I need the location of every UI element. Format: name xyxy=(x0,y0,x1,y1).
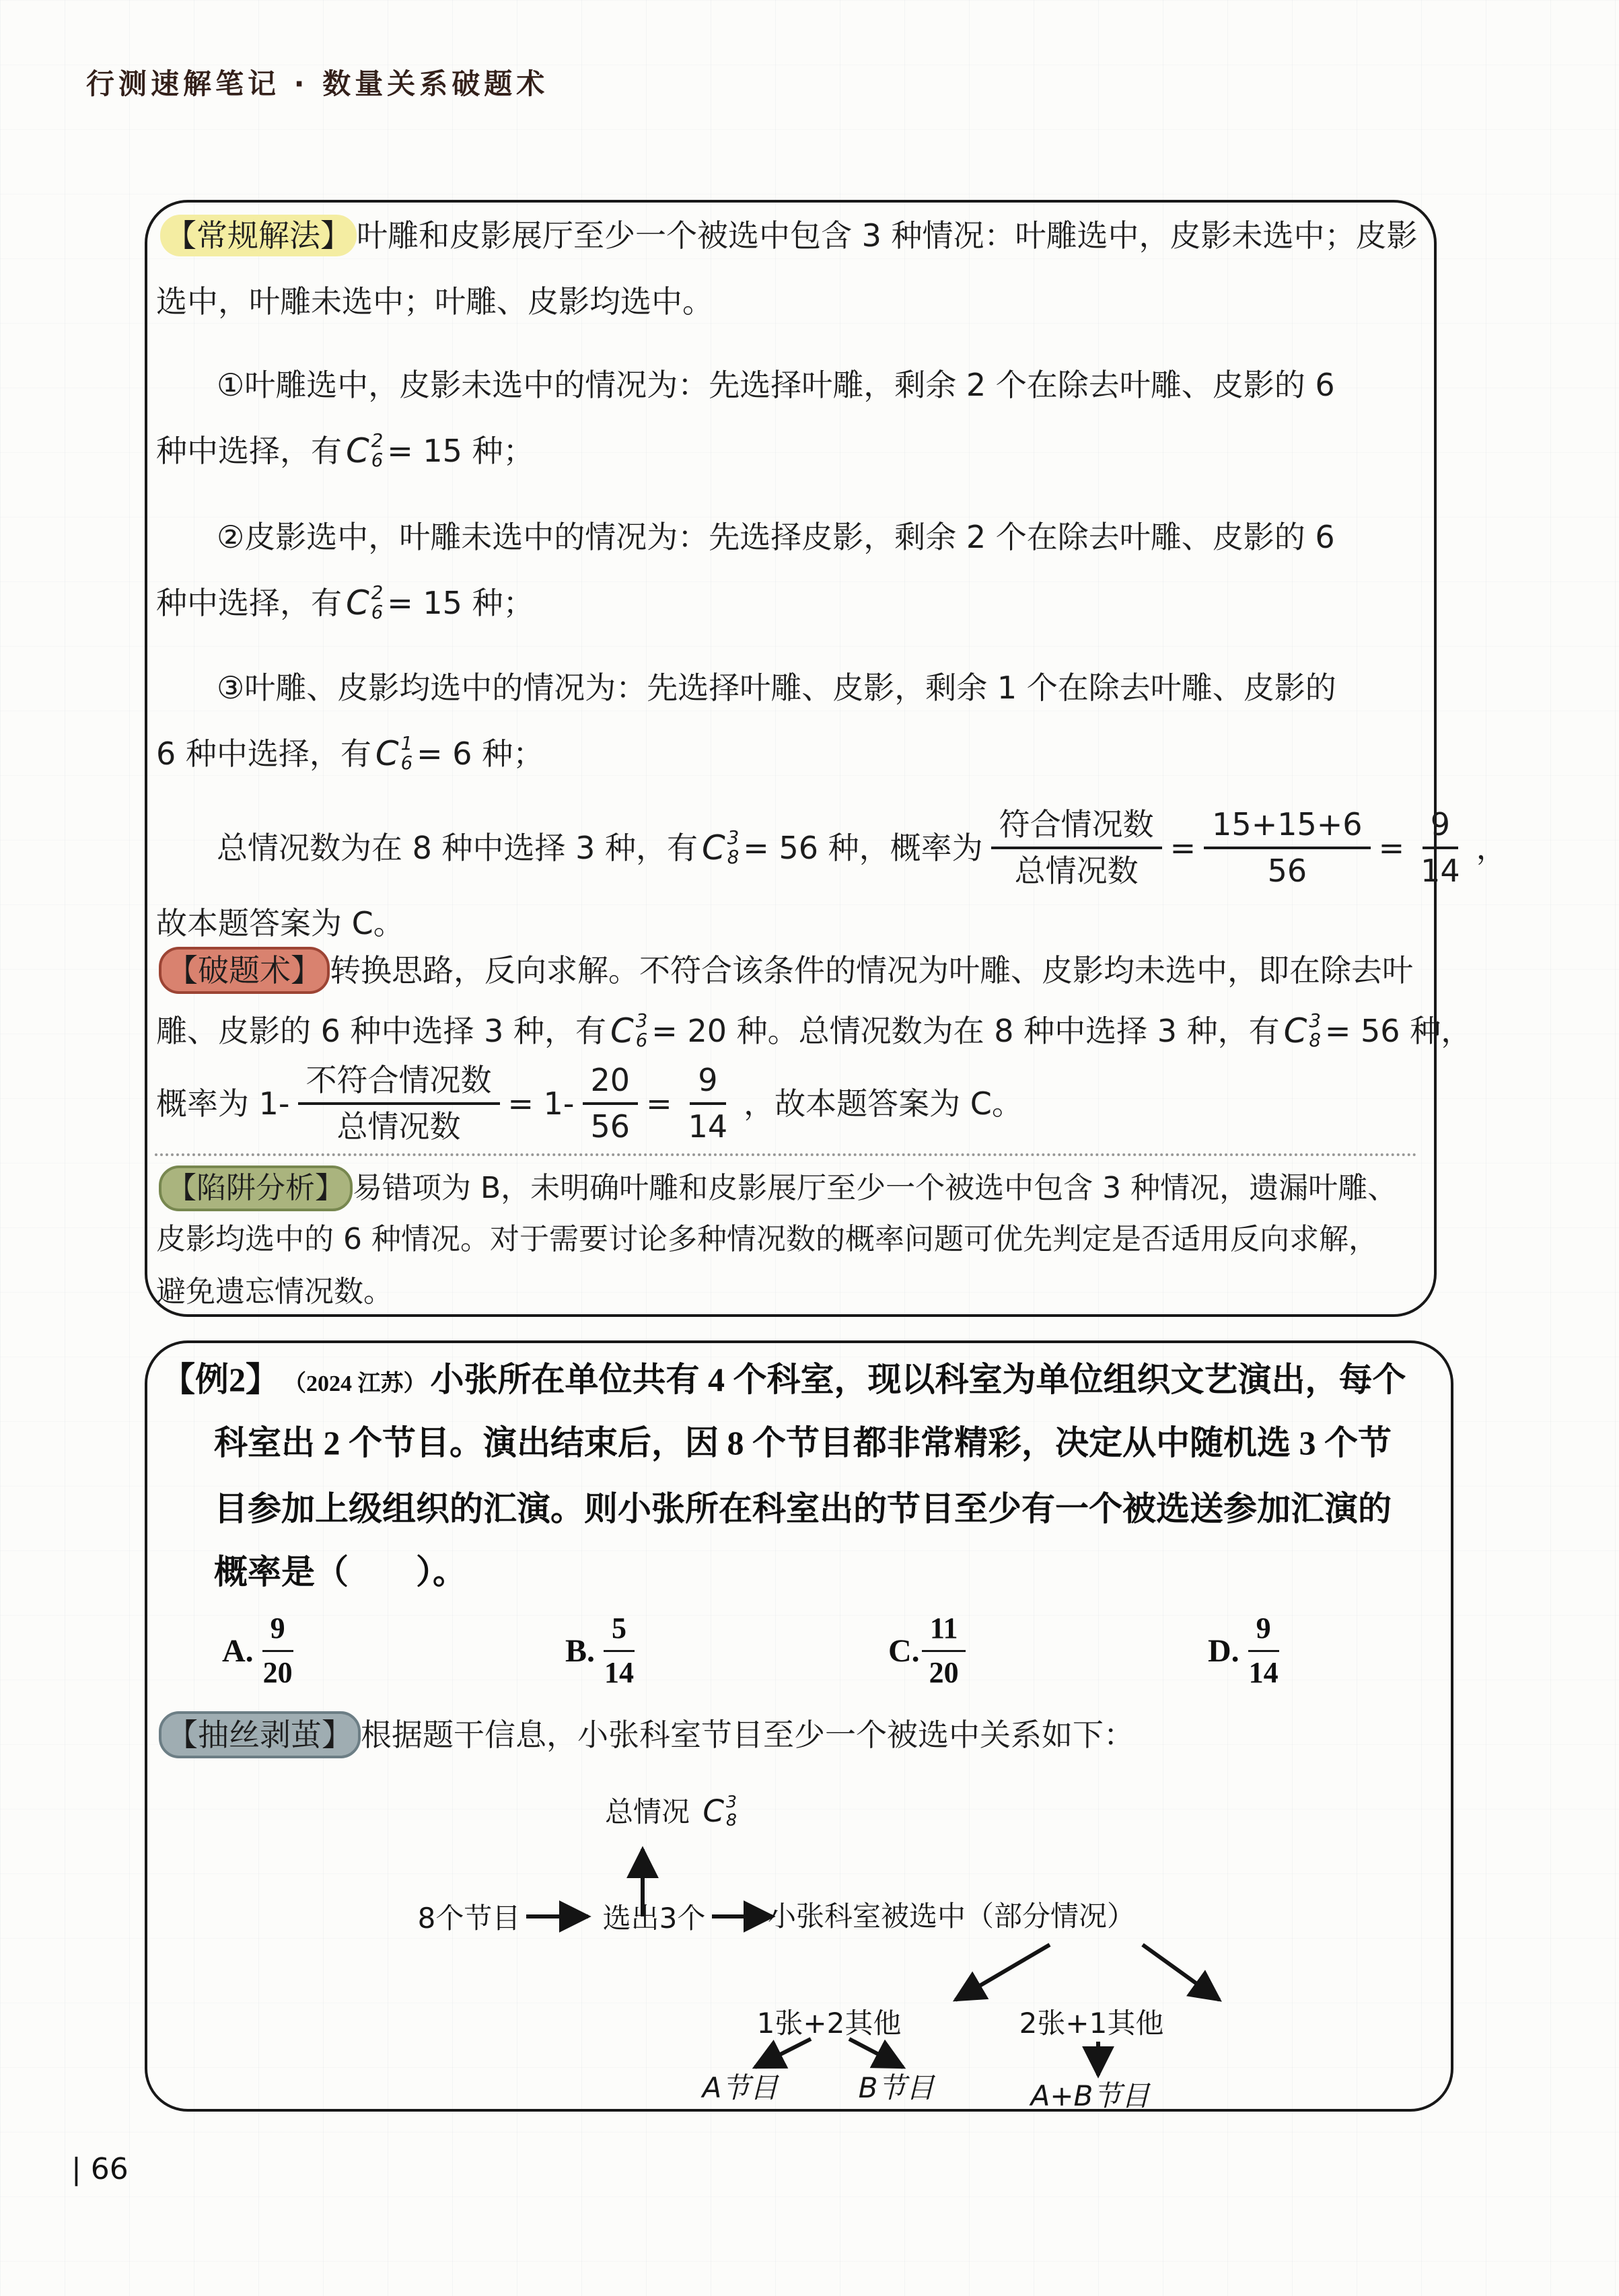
crack-method-line-1 xyxy=(159,937,1413,1004)
diagram-node-program-ab: A+B节目 xyxy=(1030,2079,1150,2112)
solution-text: ①叶雕选中，皮影未选中的情况为：先选择叶雕，剩余 2 个在除去叶雕、皮影的 6 xyxy=(217,367,1335,403)
combination-C6-2: C 2 6 xyxy=(346,429,384,471)
option-c xyxy=(888,1612,975,1690)
trap-analysis-line-3 xyxy=(156,1262,393,1322)
example-line-4 xyxy=(214,1538,466,1606)
option-c-label: C. xyxy=(888,1633,920,1669)
solution-text: 雕、皮影的 6 种中选择 3 种，有 xyxy=(156,1013,607,1049)
diagram-node-select-3: 选出3个 xyxy=(602,1902,706,1935)
example-line-1 xyxy=(161,1346,1406,1413)
analyze-label: 【抽丝剥茧】 xyxy=(159,1711,361,1758)
solution-text: 避免遗忘情况数。 xyxy=(156,1275,393,1309)
solution-text: = 56 种， xyxy=(1324,1013,1472,1049)
example-text: 科室出 2 个节目。演出结束后，因 8 个节目都非常精彩，决定从中随机选 3 个节 xyxy=(214,1424,1392,1462)
diagram-node-program-a: A节目 xyxy=(702,2071,779,2104)
analyze-line xyxy=(159,1701,1135,1768)
example-text: 小张所在单位共有 4 个科室，现以科室为单位组织文艺演出，每个 xyxy=(430,1361,1406,1398)
option-a-label: A. xyxy=(222,1633,254,1669)
solution-text: 易错项为 B，未明确叶雕和皮影展厅至少一个被选中包含 3 种情况，遗漏叶雕、 xyxy=(353,1171,1398,1205)
combination-C6-1: C 1 6 xyxy=(375,732,413,774)
page-header-title: 行测速解笔记 · 数量关系破题术 xyxy=(86,67,549,100)
fraction-15-15-6-over-56: $\frac{15+15+6}{56}$ xyxy=(1204,807,1370,889)
example-line-3 xyxy=(214,1475,1392,1542)
option-d-label: D. xyxy=(1208,1633,1239,1669)
solution-text: 总情况数为在 8 种中选择 3 种，有 xyxy=(217,830,698,866)
fraction-unfavorable-over-total: $\frac{\text{不符合情况数}}{\text{总情况数}}$ xyxy=(298,1063,500,1145)
solution-text: = 15 种； xyxy=(387,433,534,469)
example-number-label: 【例2】 xyxy=(161,1361,279,1398)
analyze-text: 根据题干信息，小张科室节目至少一个被选中关系如下： xyxy=(361,1717,1135,1753)
example-text: 概率是（ ）。 xyxy=(214,1553,466,1591)
diagram-node-program-b: B节目 xyxy=(858,2071,935,2104)
solution-text: 选中，叶雕未选中；叶雕、皮影均选中。 xyxy=(156,283,713,320)
combination-C6-3: C 3 6 xyxy=(610,1009,648,1051)
case2-line-2 xyxy=(156,569,534,637)
page-number: | 66 xyxy=(71,2152,129,2186)
option-d xyxy=(1208,1612,1295,1690)
diagram-node-total-cases: 总情况 C 3 8 xyxy=(604,1792,737,1830)
fraction-9-over-14: $\frac{9}{14}$ xyxy=(1420,806,1460,889)
solution-text: = 20 种。总情况数为在 8 种中选择 3 种，有 xyxy=(651,1013,1280,1049)
solution-text: 故本题答案为 C。 xyxy=(156,905,404,941)
solution-text: 转换思路，反向求解。不符合该条件的情况为叶雕、皮影均未选中，即在除去叶 xyxy=(330,952,1413,989)
crack-method-label: 【破题术】 xyxy=(159,947,330,994)
option-b xyxy=(565,1612,650,1690)
example-text: 目参加上级组织的汇演。则小张所在科室出的节目至少有一个被选送参加汇演的 xyxy=(214,1490,1392,1528)
conventional-solution-label: 【常规解法】 xyxy=(160,215,357,256)
fraction-20-over-56: $\frac{20}{56}$ xyxy=(583,1063,639,1145)
solution-text: = 56 种，概率为 xyxy=(743,830,983,866)
case2-line-1 xyxy=(217,503,1335,571)
option-d-fraction: $\frac{9}{14}$ xyxy=(1248,1612,1279,1689)
crack-method-line-3: 概率为 1- $\frac{\text{不符合情况数}}{\text{总情况数}}$ = 1- $\frac{20}{56}$ = $\frac{9}{14}$ ，故本题答案为 C。 xyxy=(156,1062,1023,1145)
option-b-fraction: $\frac{5}{14}$ xyxy=(604,1612,635,1689)
diagram-node-8-programs: 8个节目 xyxy=(417,1902,521,1935)
solution-text: 6 种中选择，有 xyxy=(156,736,371,772)
option-a-fraction: $\frac{9}{20}$ xyxy=(262,1612,293,1689)
combination-C8-3: C 3 8 xyxy=(1283,1009,1321,1051)
option-c-fraction: $\frac{11}{20}$ xyxy=(921,1612,967,1690)
solution-text: 皮影均选中的 6 种情况。对于需要讨论多种情况数的概率问题可优先判定是否适用反向求解， xyxy=(156,1222,1378,1256)
solution-text: ③叶雕、皮影均选中的情况为：先选择叶雕、皮影，剩余 1 个在除去叶雕、皮影的 xyxy=(217,670,1336,706)
diagram-node-1zhang-2other: 1张+2其他 xyxy=(756,2007,902,2040)
total-cases-line: 总情况数为在 8 种中选择 3 种，有 C 3 8 = 56 种，概率为 $\frac{\text{符合情况数}}{\text{总情况数}}$ = $\frac{15+15+6}{56}$ = $\frac{9}{14}$ ， xyxy=(217,806,1507,889)
case3-line-1 xyxy=(217,654,1336,721)
combination-C8-3: C 3 8 xyxy=(702,826,740,868)
diagram-node-2zhang-1other: 2张+1其他 xyxy=(1019,2007,1164,2040)
solution-text: = 6 种； xyxy=(417,736,544,772)
solution-text: = 15 种； xyxy=(387,585,534,621)
case1-line-1 xyxy=(217,351,1335,419)
solution-text: 种中选择，有 xyxy=(156,433,342,469)
diagram-node-dept-selected: 小张科室被选中（部分情况） xyxy=(767,1900,1136,1933)
example-line-2 xyxy=(214,1409,1392,1476)
combination-C8-3: C 3 8 xyxy=(703,1792,737,1830)
solution-text: ，故本题答案为 C。 xyxy=(744,1085,1023,1122)
fraction-9-over-14: $\frac{9}{14}$ xyxy=(688,1062,728,1145)
trap-analysis-label: 【陷阱分析】 xyxy=(159,1165,353,1211)
example-source: （2024 江苏） xyxy=(283,1371,427,1396)
conventional-solution-line-2 xyxy=(156,268,713,335)
case3-line-2 xyxy=(156,720,544,787)
option-a xyxy=(222,1612,309,1690)
solution-text: ②皮影选中，叶雕未选中的情况为：先选择皮影，剩余 2 个在除去叶雕、皮影的 6 xyxy=(217,519,1335,555)
conventional-solution-line-1 xyxy=(160,202,1418,269)
case1-line-2 xyxy=(156,417,534,485)
solution-text: 叶雕和皮影展厅至少一个被选中包含 3 种情况：叶雕选中，皮影未选中；皮影 xyxy=(357,217,1418,254)
fraction-favorable-over-total: $\frac{\text{符合情况数}}{\text{总情况数}}$ xyxy=(991,807,1162,889)
combination-C6-2: C 2 6 xyxy=(346,581,384,623)
solution-text: 种中选择，有 xyxy=(156,585,342,621)
option-b-label: B. xyxy=(565,1633,596,1669)
solution-text: 概率为 1- xyxy=(156,1085,290,1122)
